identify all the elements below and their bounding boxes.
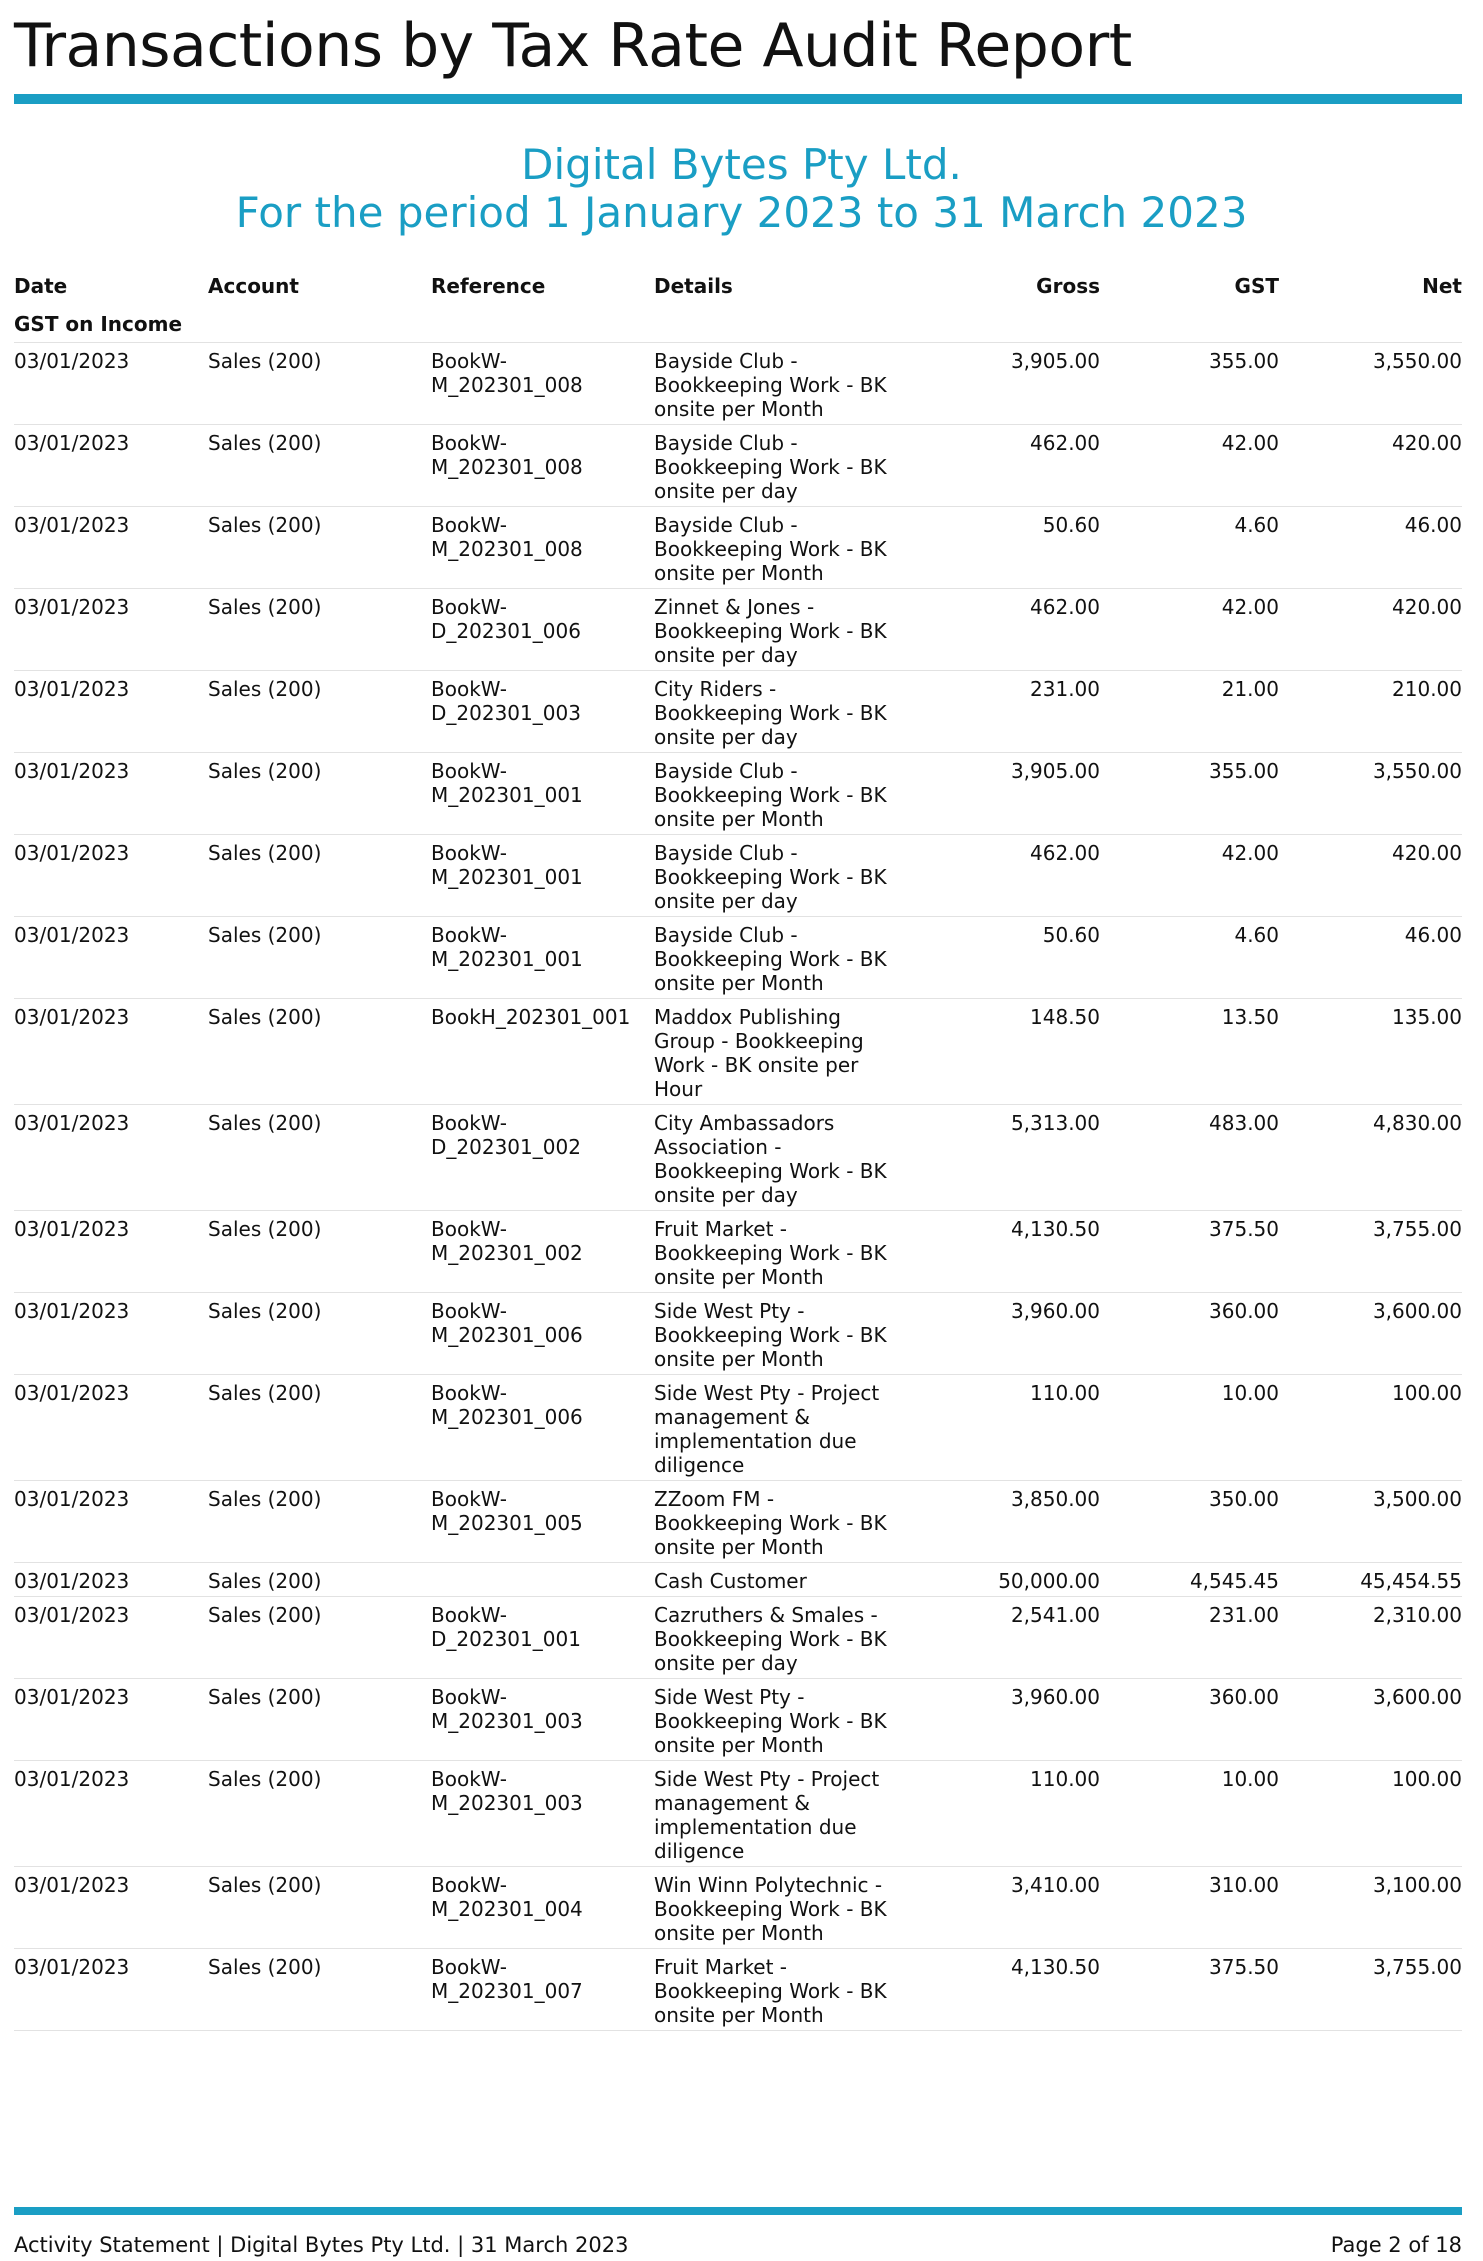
table-row: [14, 1597, 1462, 1679]
footer-page-number: Page 2 of 18: [1330, 2233, 1462, 2257]
cell-account: Sales (200): [208, 917, 431, 999]
cell-gst: 10.00: [1100, 1761, 1279, 1867]
cell-gross: 5,313.00: [924, 1105, 1100, 1211]
cell-details: Bayside Club - Bookkeeping Work - BK onsite per Month: [654, 507, 924, 589]
cell-net: 100.00: [1279, 1761, 1462, 1867]
cell-gst: 375.50: [1100, 1211, 1279, 1293]
cell-gst: 360.00: [1100, 1679, 1279, 1761]
cell-gst: 4.60: [1100, 917, 1279, 999]
cell-gst: 13.50: [1100, 999, 1279, 1105]
transactions-table: [14, 268, 1462, 2031]
cell-gst: 231.00: [1100, 1597, 1279, 1679]
cell-net: 3,100.00: [1279, 1867, 1462, 1949]
cell-details: Side West Pty - Project management & implementation due diligence: [654, 1761, 924, 1867]
cell-net: 420.00: [1279, 589, 1462, 671]
cell-reference: BookW- M_202301_008: [431, 343, 654, 425]
cell-gross: 3,960.00: [924, 1293, 1100, 1375]
table-row: [14, 1563, 1462, 1597]
cell-account: Sales (200): [208, 671, 431, 753]
cell-account: Sales (200): [208, 1867, 431, 1949]
cell-net: 3,550.00: [1279, 753, 1462, 835]
cell-reference: BookW- M_202301_001: [431, 753, 654, 835]
cell-net: 3,600.00: [1279, 1679, 1462, 1761]
cell-net: 3,600.00: [1279, 1293, 1462, 1375]
cell-reference: BookW- M_202301_008: [431, 507, 654, 589]
cell-reference: BookW- M_202301_007: [431, 1949, 654, 2031]
table-row: [14, 343, 1462, 425]
cell-account: Sales (200): [208, 835, 431, 917]
cell-account: Sales (200): [208, 1481, 431, 1563]
report-title: Transactions by Tax Rate Audit Report: [14, 11, 1132, 81]
cell-details: Fruit Market - Bookkeeping Work - BK onsite per Month: [654, 1949, 924, 2031]
table-row: [14, 1949, 1462, 2031]
cell-gross: 4,130.50: [924, 1949, 1100, 2031]
cell-date: 03/01/2023: [14, 425, 208, 507]
cell-account: Sales (200): [208, 1597, 431, 1679]
cell-date: 03/01/2023: [14, 1597, 208, 1679]
cell-details: Zinnet & Jones - Bookkeeping Work - BK onsite per day: [654, 589, 924, 671]
cell-reference: BookW- M_202301_008: [431, 425, 654, 507]
cell-account: Sales (200): [208, 1679, 431, 1761]
footer-document-info: Activity Statement | Digital Bytes Pty Ltd. | 31 March 2023: [14, 2233, 629, 2257]
cell-gst: 483.00: [1100, 1105, 1279, 1211]
cell-details: City Ambassadors Association - Bookkeeping Work - BK onsite per day: [654, 1105, 924, 1211]
cell-date: 03/01/2023: [14, 1375, 208, 1481]
cell-reference: BookW- M_202301_006: [431, 1375, 654, 1481]
cell-details: Win Winn Polytechnic - Bookkeeping Work - BK onsite per Month: [654, 1867, 924, 1949]
cell-account: Sales (200): [208, 1563, 431, 1597]
cell-net: 100.00: [1279, 1375, 1462, 1481]
table-row: [14, 1293, 1462, 1375]
cell-reference: BookW- M_202301_003: [431, 1679, 654, 1761]
cell-reference: BookW- D_202301_006: [431, 589, 654, 671]
column-header-gross: Gross: [1036, 274, 1100, 298]
cell-account: Sales (200): [208, 1105, 431, 1211]
cell-net: 3,550.00: [1279, 343, 1462, 425]
cell-date: 03/01/2023: [14, 1481, 208, 1563]
cell-reference: BookW- M_202301_001: [431, 835, 654, 917]
cell-gst: 42.00: [1100, 425, 1279, 507]
cell-reference: [431, 1563, 654, 1597]
table-row: [14, 1867, 1462, 1949]
cell-reference: BookW- D_202301_002: [431, 1105, 654, 1211]
cell-net: 45,454.55: [1279, 1563, 1462, 1597]
cell-gross: 3,850.00: [924, 1481, 1100, 1563]
cell-gross: 50.60: [924, 917, 1100, 999]
cell-account: Sales (200): [208, 507, 431, 589]
cell-net: 46.00: [1279, 507, 1462, 589]
column-header-net: Net: [1422, 274, 1462, 298]
cell-gross: 462.00: [924, 835, 1100, 917]
table-body: [14, 308, 1462, 2031]
cell-reference: BookW- M_202301_002: [431, 1211, 654, 1293]
cell-reference: BookW- M_202301_003: [431, 1761, 654, 1867]
cell-details: Side West Pty - Bookkeeping Work - BK onsite per Month: [654, 1679, 924, 1761]
cell-gst: 350.00: [1100, 1481, 1279, 1563]
cell-net: 420.00: [1279, 835, 1462, 917]
table-row: [14, 753, 1462, 835]
cell-reference: BookW- M_202301_005: [431, 1481, 654, 1563]
cell-gst: 21.00: [1100, 671, 1279, 753]
cell-reference: BookH_202301_001: [431, 999, 654, 1105]
section-header-row: [14, 308, 1462, 343]
cell-details: ZZoom FM - Bookkeeping Work - BK onsite per Month: [654, 1481, 924, 1563]
cell-date: 03/01/2023: [14, 835, 208, 917]
report-period: For the period 1 January 2023 to 31 March 2023: [235, 188, 1248, 237]
cell-details: Bayside Club - Bookkeeping Work - BK onsite per Month: [654, 343, 924, 425]
cell-net: 2,310.00: [1279, 1597, 1462, 1679]
cell-details: Maddox Publishing Group - Bookkeeping Work - BK onsite per Hour: [654, 999, 924, 1105]
cell-gst: 375.50: [1100, 1949, 1279, 2031]
cell-net: 46.00: [1279, 917, 1462, 999]
cell-gross: 3,410.00: [924, 1867, 1100, 1949]
section-label: GST on Income: [14, 308, 1462, 343]
cell-date: 03/01/2023: [14, 343, 208, 425]
footer-divider: [14, 2207, 1462, 2215]
cell-gross: 2,541.00: [924, 1597, 1100, 1679]
cell-date: 03/01/2023: [14, 753, 208, 835]
cell-details: Bayside Club - Bookkeeping Work - BK onsite per day: [654, 425, 924, 507]
table-row: [14, 1211, 1462, 1293]
column-header-reference: Reference: [431, 274, 546, 298]
cell-details: Side West Pty - Project management & implementation due diligence: [654, 1375, 924, 1481]
cell-details: Side West Pty - Bookkeeping Work - BK onsite per Month: [654, 1293, 924, 1375]
cell-date: 03/01/2023: [14, 507, 208, 589]
cell-reference: BookW- M_202301_006: [431, 1293, 654, 1375]
cell-date: 03/01/2023: [14, 589, 208, 671]
cell-gross: 462.00: [924, 425, 1100, 507]
cell-gross: 231.00: [924, 671, 1100, 753]
cell-date: 03/01/2023: [14, 671, 208, 753]
column-header-account: Account: [208, 274, 299, 298]
company-name: Digital Bytes Pty Ltd.: [521, 140, 962, 189]
header-divider: [14, 94, 1462, 104]
cell-date: 03/01/2023: [14, 1949, 208, 2031]
cell-account: Sales (200): [208, 1293, 431, 1375]
cell-details: Bayside Club - Bookkeeping Work - BK onsite per Month: [654, 917, 924, 999]
cell-gross: 3,905.00: [924, 753, 1100, 835]
cell-net: 3,500.00: [1279, 1481, 1462, 1563]
table-header-row: [14, 268, 1462, 308]
cell-account: Sales (200): [208, 999, 431, 1105]
cell-gross: 462.00: [924, 589, 1100, 671]
cell-date: 03/01/2023: [14, 1211, 208, 1293]
cell-reference: BookW- M_202301_004: [431, 1867, 654, 1949]
table-row: [14, 1481, 1462, 1563]
cell-details: City Riders - Bookkeeping Work - BK onsite per day: [654, 671, 924, 753]
table-row: [14, 507, 1462, 589]
cell-net: 135.00: [1279, 999, 1462, 1105]
cell-date: 03/01/2023: [14, 1867, 208, 1949]
cell-details: Bayside Club - Bookkeeping Work - BK onsite per Month: [654, 753, 924, 835]
table-row: [14, 425, 1462, 507]
cell-date: 03/01/2023: [14, 1679, 208, 1761]
cell-gross: 3,960.00: [924, 1679, 1100, 1761]
table-row: [14, 917, 1462, 999]
table-row: [14, 999, 1462, 1105]
cell-date: 03/01/2023: [14, 1293, 208, 1375]
cell-gst: 360.00: [1100, 1293, 1279, 1375]
cell-gross: 3,905.00: [924, 343, 1100, 425]
cell-net: 210.00: [1279, 671, 1462, 753]
cell-date: 03/01/2023: [14, 1563, 208, 1597]
cell-gst: 4.60: [1100, 507, 1279, 589]
cell-gross: 50.60: [924, 507, 1100, 589]
cell-gst: 10.00: [1100, 1375, 1279, 1481]
table-row: [14, 589, 1462, 671]
cell-gross: 4,130.50: [924, 1211, 1100, 1293]
cell-date: 03/01/2023: [14, 1105, 208, 1211]
cell-gst: 355.00: [1100, 343, 1279, 425]
cell-date: 03/01/2023: [14, 1761, 208, 1867]
cell-account: Sales (200): [208, 1761, 431, 1867]
cell-gst: 4,545.45: [1100, 1563, 1279, 1597]
cell-account: Sales (200): [208, 425, 431, 507]
cell-account: Sales (200): [208, 1375, 431, 1481]
cell-account: Sales (200): [208, 589, 431, 671]
table-row: [14, 1679, 1462, 1761]
cell-gst: 310.00: [1100, 1867, 1279, 1949]
cell-date: 03/01/2023: [14, 999, 208, 1105]
table-row: [14, 835, 1462, 917]
cell-reference: BookW- M_202301_001: [431, 917, 654, 999]
column-header-gst: GST: [1234, 274, 1279, 298]
cell-gst: 42.00: [1100, 835, 1279, 917]
cell-account: Sales (200): [208, 1211, 431, 1293]
cell-reference: BookW- D_202301_003: [431, 671, 654, 753]
cell-details: Fruit Market - Bookkeeping Work - BK onsite per Month: [654, 1211, 924, 1293]
cell-net: 3,755.00: [1279, 1211, 1462, 1293]
cell-gst: 355.00: [1100, 753, 1279, 835]
table-row: [14, 671, 1462, 753]
cell-gross: 148.50: [924, 999, 1100, 1105]
table-row: [14, 1375, 1462, 1481]
cell-account: Sales (200): [208, 343, 431, 425]
cell-gross: 50,000.00: [924, 1563, 1100, 1597]
cell-gst: 42.00: [1100, 589, 1279, 671]
table-row: [14, 1105, 1462, 1211]
column-header-details: Details: [654, 274, 733, 298]
cell-net: 4,830.00: [1279, 1105, 1462, 1211]
cell-net: 3,755.00: [1279, 1949, 1462, 2031]
cell-gross: 110.00: [924, 1761, 1100, 1867]
cell-details: Bayside Club - Bookkeeping Work - BK onsite per day: [654, 835, 924, 917]
cell-gross: 110.00: [924, 1375, 1100, 1481]
cell-net: 420.00: [1279, 425, 1462, 507]
table-row: [14, 1761, 1462, 1867]
cell-account: Sales (200): [208, 1949, 431, 2031]
column-header-date: Date: [14, 274, 68, 298]
cell-reference: BookW- D_202301_001: [431, 1597, 654, 1679]
cell-details: Cash Customer: [654, 1563, 924, 1597]
cell-account: Sales (200): [208, 753, 431, 835]
cell-details: Cazruthers & Smales - Bookkeeping Work - BK onsite per day: [654, 1597, 924, 1679]
cell-date: 03/01/2023: [14, 917, 208, 999]
